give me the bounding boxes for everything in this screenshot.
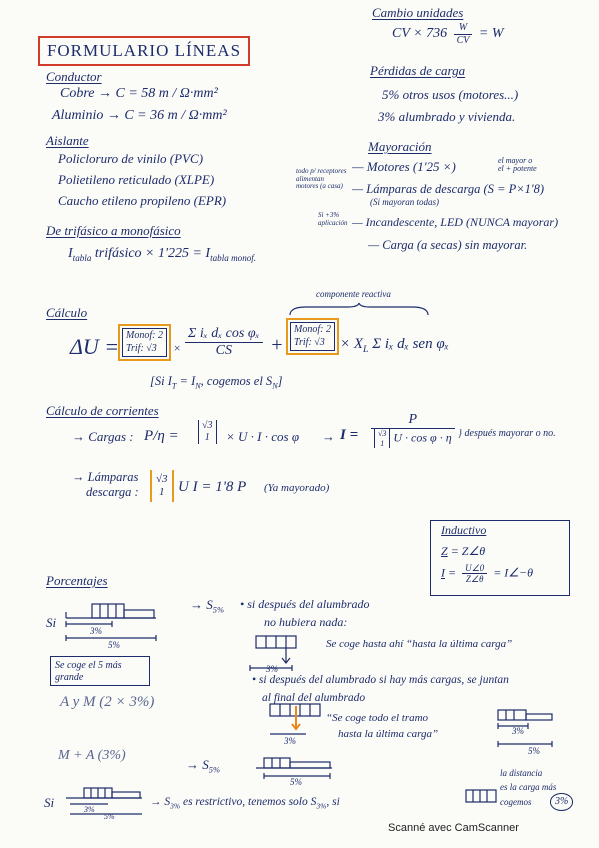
diagram-label: 5%	[104, 812, 115, 821]
p-eta: P/η =	[144, 428, 179, 444]
distancia-line: la distancia	[500, 768, 543, 778]
resistive-numerator: Σ iₓ dₓ cos φₓ	[185, 326, 263, 343]
conductor-cobre: Cobre → C = 58 m / Ω·mm²	[60, 86, 218, 101]
mayoracion-motores: — Motores (1'25 ×)	[352, 159, 456, 174]
incand-note-line: aplicación	[318, 218, 348, 227]
impedance-value: = Z∠θ	[447, 544, 486, 558]
lamparas-note: (Si mayoran todas)	[370, 197, 439, 207]
bracket-top: √3	[156, 473, 168, 485]
inductivo-box	[430, 520, 570, 596]
distancia-line: cogemos	[500, 797, 532, 807]
tri-mono-i: I	[68, 246, 73, 261]
case1-line: no hubiera nada:	[264, 615, 348, 629]
current-numerator: P	[371, 412, 455, 429]
delta-u-label: ΔU =	[70, 334, 120, 359]
lamparas-note: (Ya mayorado)	[264, 482, 330, 494]
restr-part: , si	[326, 796, 340, 808]
units-frac-num: W	[454, 22, 473, 35]
se-coge-box	[50, 656, 150, 686]
monof-label: Monof: 2	[126, 330, 163, 341]
case1-line: • si después del alumbrado	[240, 597, 370, 611]
diagram-label: 5%	[108, 640, 120, 650]
case2-line: • si después del alumbrado si hay más cargas, se juntan	[252, 674, 509, 686]
bracket-bottom: 1	[159, 486, 165, 499]
s5-arrow: → S	[186, 757, 209, 772]
current-denominator	[371, 429, 455, 448]
s5-arrow: → S	[190, 597, 213, 612]
note-sub: T	[171, 381, 177, 391]
coge-hasta-note: Se coge hasta ahí “hasta la última carga”	[326, 638, 513, 650]
corrientes-heading: Cálculo de corrientes	[46, 403, 159, 418]
reactiva-label: componente reactiva	[316, 289, 391, 299]
si-label: Si	[44, 795, 55, 810]
conductor-heading: Conductor	[46, 69, 102, 84]
tri-mono-heading: De trifásico a monofásico	[46, 223, 181, 238]
restrictivo-line	[150, 796, 340, 811]
reactive-term	[340, 336, 449, 355]
conductor-aluminio: Aluminio → C = 36 m / Ω·mm²	[52, 108, 227, 123]
note-part: = I	[176, 374, 196, 388]
tri-mono-mid: trifásico × 1'225 = I	[91, 246, 211, 261]
note-sub: N	[272, 381, 278, 391]
bracket-top: √3	[378, 429, 387, 439]
impedance-symbol: Z	[441, 544, 448, 558]
box-note-line: Se coge el 5 más	[55, 660, 122, 671]
side-note-line: todo p/ receptores	[296, 167, 347, 175]
units-left: CV × 736	[392, 26, 448, 42]
restr-sub: 3%	[316, 801, 327, 811]
reactive-term-b: Σ iₓ dₓ sen φₓ	[368, 336, 449, 352]
si-label: Si	[46, 615, 57, 630]
monof-trif-inner	[122, 328, 167, 357]
current-phasor-formula	[441, 563, 533, 585]
incand-note-line: Si +3%	[318, 211, 340, 219]
lamparas-formula: U I = 1'8 P	[178, 479, 247, 495]
note-part: [Si I	[150, 374, 172, 388]
perdidas-heading: Pérdidas de carga	[370, 63, 466, 78]
restr-sub: 3%	[170, 801, 181, 811]
arrow: →	[322, 429, 335, 444]
s5-sub: 5%	[208, 764, 220, 775]
mayoracion-carga: — Carga (a secas) sin mayorar.	[368, 238, 528, 252]
lamparas-label	[72, 470, 139, 500]
restr-part: es restrictivo, tenemos solo S	[180, 796, 317, 808]
note-part: ]	[277, 374, 283, 388]
trif-label: Trif: √3	[294, 336, 325, 348]
reactive-term-a: × X	[340, 336, 364, 352]
phasor-numerator: U∠0	[462, 563, 487, 574]
diagram-label: 3%	[84, 805, 95, 814]
distancia-line: es la carga más	[500, 782, 557, 792]
reactiva-brace	[288, 302, 430, 316]
page-title: FORMULARIO LÍNEAS	[46, 41, 242, 61]
equals: =	[445, 565, 460, 580]
units-heading: Cambio unidades	[372, 5, 464, 20]
impedance-formula	[441, 545, 485, 559]
tri-mono-formula	[68, 246, 256, 263]
times-sign: ×	[173, 341, 182, 355]
aislante-item: Polietileno reticulado (XLPE)	[58, 172, 215, 187]
circled-percentage: 3%	[550, 793, 573, 811]
tri-mono-sub: tabla	[72, 252, 92, 263]
trif-label: Trif: √3	[126, 342, 157, 354]
incandescente-note	[318, 212, 348, 227]
resistive-denominator: CS	[215, 343, 232, 359]
load-diagram-4	[494, 704, 556, 750]
bracket-bottom: 1	[204, 432, 210, 443]
perdidas-item: 3% alumbrado y vivienda.	[378, 109, 516, 124]
motores-note-line: el + potente	[498, 164, 537, 174]
diagram-label: 3%	[266, 664, 278, 674]
phase-bracket	[374, 429, 390, 448]
current-fraction	[371, 412, 455, 448]
current-denominator-text: U · cos φ · η	[393, 430, 452, 445]
s5-label	[190, 598, 224, 615]
note-part: , cogemos el S	[200, 374, 273, 388]
current-symbol: I	[441, 565, 445, 580]
phasor-fraction	[462, 563, 487, 585]
mayoracion-side-note	[296, 168, 346, 191]
current-equals: I =	[340, 427, 359, 443]
after-note: } después mayorar o no.	[458, 428, 556, 439]
phase-bracket-highlight	[150, 470, 174, 502]
diagram-label: 3%	[284, 736, 296, 746]
phasor-denominator: Z∠θ	[465, 574, 484, 585]
s5-label	[186, 758, 220, 775]
porcentajes-heading: Porcentajes	[46, 573, 108, 588]
aislante-item: Caucho etileno propileno (EPR)	[58, 193, 227, 208]
mayoracion-heading: Mayoración	[368, 139, 432, 154]
side-note-line: motores (a casa)	[296, 182, 343, 191]
monof-trif-inner	[290, 322, 335, 351]
restr-part: → S	[150, 796, 171, 808]
u-i-cos: × U · I · cos φ	[226, 429, 300, 444]
inductivo-heading: Inductivo	[441, 523, 487, 537]
case2-line: al final del alumbrado	[262, 692, 366, 704]
page-title-box	[38, 36, 250, 66]
coge-todo-line: hasta la última carga”	[338, 728, 439, 740]
units-fraction	[454, 22, 473, 46]
diagram-label: 3%	[90, 626, 102, 636]
units-right: = W	[478, 26, 504, 42]
current-phasor-result: = I∠−θ	[490, 565, 534, 580]
a-y-m: A y M (2 × 3%)	[60, 694, 155, 710]
reactive-term-sub: L	[363, 344, 369, 355]
resistive-fraction	[185, 326, 263, 359]
bracket-top: √3	[202, 420, 213, 431]
monof-trif-box	[286, 318, 339, 355]
motores-note	[498, 157, 537, 174]
m-mas-a: M + A (3%)	[58, 748, 126, 763]
monof-trif-box	[118, 324, 171, 361]
monof-label: Monof: 2	[294, 324, 331, 335]
cargas-label: → Cargas :	[72, 429, 134, 444]
bracket-bottom: 1	[380, 438, 385, 448]
perdidas-item: 5% otros usos (motores...)	[382, 87, 519, 102]
units-formula	[392, 22, 503, 46]
note-sub: N	[195, 381, 201, 391]
aislante-item: Policloruro de vinilo (PVC)	[58, 151, 204, 166]
diagram-label: 5%	[528, 746, 540, 756]
calculo-note	[150, 374, 282, 391]
mayoracion-lamparas: — Lámparas de descarga (S = P×1'8)	[352, 182, 544, 196]
lamparas-label-line: descarga :	[86, 485, 139, 499]
phase-bracket	[198, 420, 217, 444]
units-frac-den: CV	[456, 34, 470, 46]
plus-sign: +	[270, 334, 284, 356]
diagram-label: 5%	[290, 777, 302, 787]
box-note-line: grande	[55, 672, 84, 683]
tri-mono-sub: tabla monof.	[210, 252, 257, 263]
calculo-heading: Cálculo	[46, 305, 88, 320]
mayoracion-incandescente: — Incandescente, LED (NUNCA mayorar)	[352, 215, 559, 229]
load-diagram-3	[266, 702, 326, 738]
aislante-heading: Aislante	[46, 133, 89, 148]
lamparas-label-line: → Lámparas	[72, 470, 139, 484]
load-diagram-7	[464, 786, 498, 806]
scanner-watermark: Scanné avec CamScanner	[388, 822, 519, 834]
coge-todo-line: “Se coge todo el tramo	[326, 712, 429, 724]
s5-sub: 5%	[212, 604, 224, 615]
side-note-line: alimentan	[296, 174, 324, 183]
motores-note-line: el mayor o	[498, 156, 533, 165]
diagram-label: 3%	[512, 726, 524, 736]
